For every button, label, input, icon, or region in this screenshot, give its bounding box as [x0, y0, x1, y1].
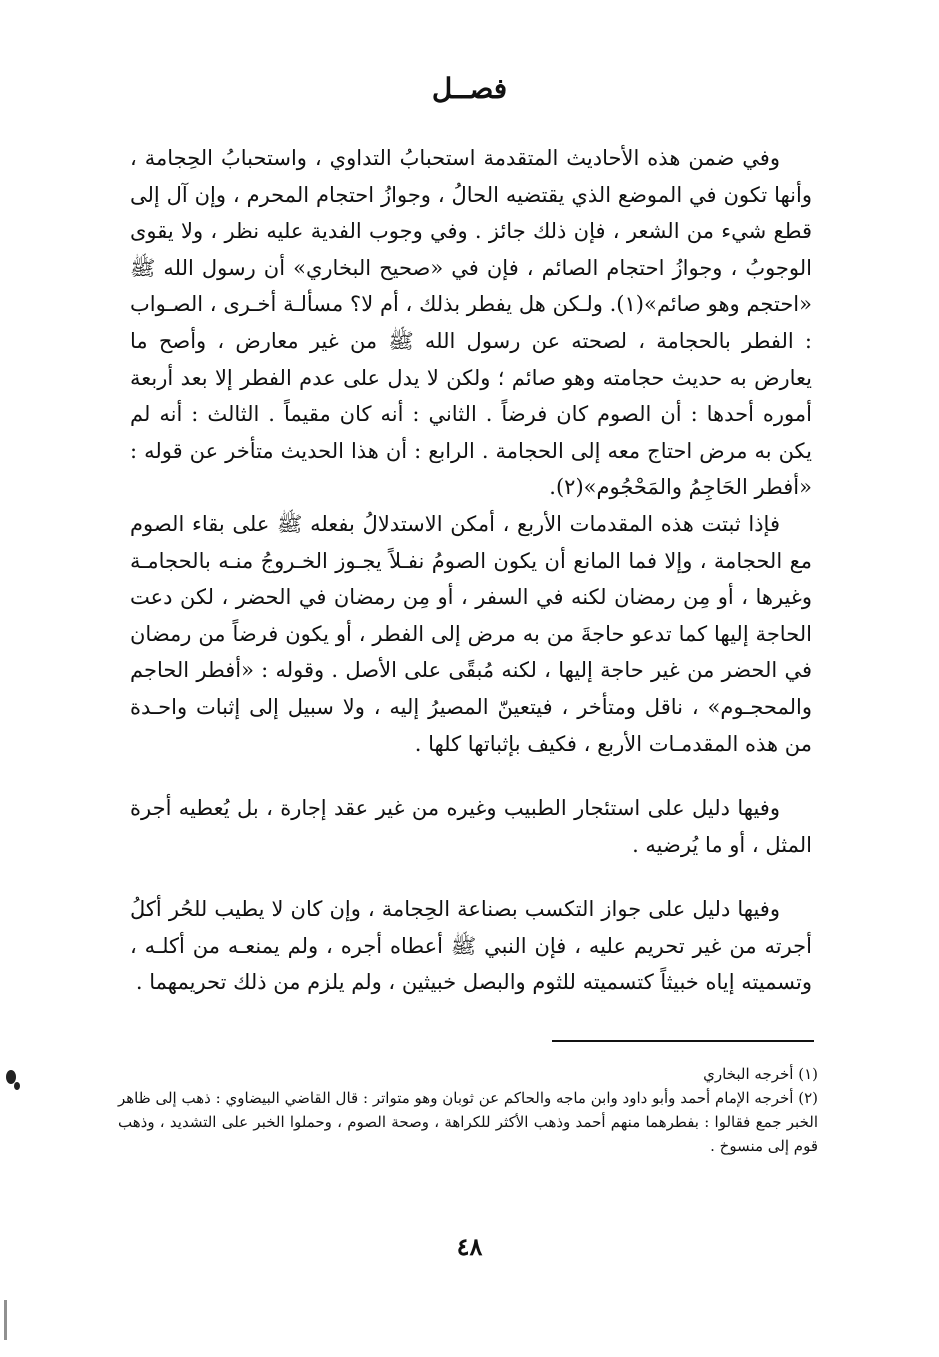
paragraph-2: فإذا ثبتت هذه المقدمات الأربع ، أمكن الاستدلالُ بفعله ﷺ على بقاء الصوم مع الحجامة ، وإلا فما المانع أن يكون الصومُ نفـلاً يجـوز الخـروجُ منـه بالحجامـة وغيرها ، أو مِن رمضان لكنه في السفر ، أو مِن رمضان في الحضر ، لكن دعت الحاجة إليها كما تدعو حاجةَ من به مرض إلى الفطر ، أو يكون فرضاً من رمضان في الحضر من غير حاجة إليها ، لكنه مُبقًى على الأصل . وقوله : «أفطر الحاجم والمحجـوم» ، ناقل ومتأخر ، فيتعينّ المصيرُ إليه ، ولا سبيل إلى إثبات واحـدة من هذه المقدمـات الأربع ، فكيف بإثباتها كلها .	[130, 511, 812, 756]
paragraph-3: وفيها دليل على استئجار الطبيب وغيره من غير عقد إجارة ، بل يُعطيه أجرة المثل ، أو ما يُرضيه .	[130, 796, 812, 857]
footnote-2: (٢) أخرجه الإمام أحمد وأبو داود وابن ماجه والحاكم عن ثوبان وهو متواتر : قال القاضي البيضاوي : ذهب إلى ظاهر الخبر جمع فقالوا : بفطرهما منهم أحمد وذهب الأكثر للكراهة ، وصحة الصوم ، وحملوا الخبر على التشديد ، وذهب قوم إلى منسوخ .	[118, 1089, 818, 1155]
footnote-separator	[552, 1040, 814, 1042]
paragraph-1: وفي ضمن هذه الأحاديث المتقدمة استحبابُ التداوي ، واستحبابُ الحِجامة ، وأنها تكون في الموضع الذي يقتضيه الحالُ ، وجوازُ احتجام المحرم ، وإن آل إلى قطع شيء من الشعر ، فإن ذلك جائز . وفي وجوب الفدية عليه نظر ، ولا يقوى الوجوبُ ، وجوازُ احتجام الصائم ، فإن في «صحيح البخاري» أن رسول الله ﷺ «احتجم وهو صائم»(١). ولـكن هل يفطر بذلك ، أم لا؟ مسألـة أخـرى ، الصـواب : الفطر بالحجامة ، لصحته عن رسول الله ﷺ من غير معارض ، وأصح ما يعارض به حديث حجامته وهو صائم ؛ ولكن لا يدل على عدم الفطر إلا بعد أربعة أموره أحدها : أن الصوم كان فرضاً . الثاني : أنه كان مقيماً . الثالث : أنه لم يكن به مرض احتاج معه إلى الحجامة . الرابع : أن هذا الحديث متأخر عن قوله : «أفطر الحَاجِمُ والمَحْجُوم»(٢).	[130, 146, 812, 500]
footnote-1: (١) أخرجه البخاري	[703, 1065, 818, 1083]
scan-artifact	[14, 1082, 20, 1090]
page-number: ٤٨	[456, 1232, 483, 1261]
main-text	[130, 140, 812, 1001]
paragraph-4: وفيها دليل على جواز التكسب بصناعة الحِجامة ، وإن كان لا يطيب للحُر أكلُ أجرته من غير تحريم عليه ، فإن النبي ﷺ أعطاه أجره ، ولم يمنعـه من أكلـه ، وتسميته إياه خبيثاً كتسميته للثوم والبصل خبيثين ، ولم يلزم من ذلك تحريمهما .	[130, 897, 812, 995]
scan-artifact	[4, 1300, 7, 1340]
footnotes	[118, 1062, 818, 1158]
section-heading: فصــل	[431, 72, 508, 105]
